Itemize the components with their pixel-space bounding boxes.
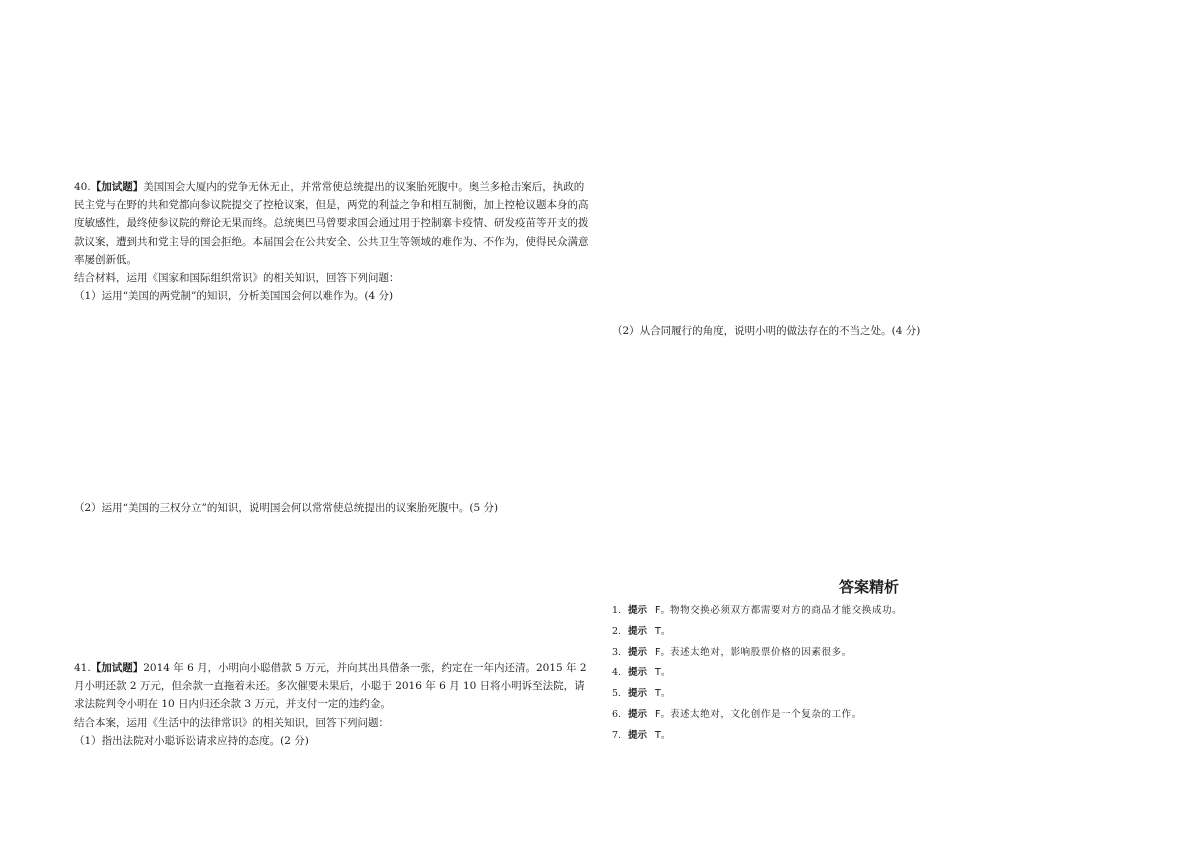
question-tag: 【加试题】	[90, 181, 144, 193]
answers-title: 答案精析	[838, 578, 899, 596]
question-40-material	[74, 178, 590, 269]
question-40-part2	[74, 499, 590, 517]
answer-explanation: 表述太绝对，影响股票价格的因素很多。	[669, 646, 852, 658]
question-41-sub2: （2）从合同履行的角度，说明小明的做法存在的不当之处。(4 分)	[612, 325, 921, 337]
answer-verdict: T。	[655, 625, 671, 637]
answer-explanation: 物物交换必须双方都需要对方的商品才能交换成功。	[669, 605, 903, 616]
answer-item	[612, 601, 1132, 622]
question-40-instruction: 结合材料，运用《国家和国际组织常识》的相关知识，回答下列问题：	[74, 272, 400, 285]
answer-label: 提示	[628, 688, 648, 700]
answer-number: 6.	[612, 708, 622, 720]
answer-item	[612, 663, 1132, 684]
answer-label: 提示	[628, 605, 648, 616]
question-material-text: 2014 年 6 月，小明向小聪借款 5 万元，并向其出具借条一张，约定在一年内还清。2015 年 2 月小明还款 2 万元，但余款一直拖着未还。多次催要未果后，小聪于 2016 年 6 月 10 日将小明诉至法院，请求法院判令小明在 10 日内归还余款 3 万元，并支付一定的违约金。	[74, 662, 587, 711]
answer-label: 提示	[628, 625, 648, 637]
question-41-sub1: （1）指出法院对小聪诉讼请求应持的态度。(2 分)	[74, 734, 309, 747]
answer-verdict: F。	[655, 646, 670, 658]
answer-item	[612, 684, 1132, 705]
answer-item	[612, 726, 1132, 747]
answer-verdict: F。	[655, 605, 670, 616]
question-number: 40.	[74, 181, 91, 193]
answer-number: 2.	[612, 625, 622, 637]
question-40	[74, 178, 590, 305]
question-41-material	[74, 659, 590, 714]
answer-number: 7.	[612, 729, 622, 741]
question-number: 41.	[74, 662, 91, 674]
answer-label: 提示	[628, 708, 648, 720]
answers-list	[612, 601, 1132, 747]
question-41-part2	[612, 322, 1132, 340]
answer-label: 提示	[628, 667, 648, 679]
answer-item	[612, 643, 1132, 664]
answer-number: 4.	[612, 667, 622, 679]
question-40-sub1: （1）运用“美国的两党制”的知识，分析美国国会何以难作为。(4 分)	[74, 290, 394, 303]
question-40-sub2: （2）运用“美国的三权分立”的知识，说明国会何以常常使总统提出的议案胎死腹中。(5 分)	[74, 502, 499, 514]
answer-verdict: T。	[655, 667, 671, 679]
answer-verdict: F。	[655, 708, 670, 720]
answer-number: 5.	[612, 688, 622, 700]
answer-label: 提示	[628, 729, 648, 741]
question-41-instruction: 结合本案，运用《生活中的法律常识》的相关知识，回答下列问题：	[74, 716, 389, 729]
answer-explanation: 表述太绝对，文化创作是一个复杂的工作。	[669, 708, 862, 720]
answer-verdict: T。	[655, 688, 671, 700]
answer-label: 提示	[628, 646, 648, 658]
question-material-text: 美国国会大厦内的党争无休无止，并常常使总统提出的议案胎死腹中。奥兰多枪击案后，执政的民主党与在野的共和党都向参议院提交了控枪议案，但是，两党的利益之争和相互制衡，加上控枪议题本身的高度敏感性，最终使参议院的辩论无果而终。总统奥巴马曾要求国会通过用于控制寨卡疫情、研发疫苗等开支的拨款议案，遭到共和党主导的国会拒绝。本届国会在公共安全、公共卫生等领域的难作为、不作为，使得民众满意率屡创新低。	[74, 181, 589, 266]
question-tag: 【加试题】	[90, 662, 144, 674]
answer-item	[612, 705, 1132, 726]
answer-item	[612, 622, 1132, 643]
answer-number: 3.	[612, 646, 622, 658]
answer-number: 1.	[612, 605, 622, 616]
answer-verdict: T。	[655, 729, 671, 741]
question-41	[74, 659, 590, 750]
